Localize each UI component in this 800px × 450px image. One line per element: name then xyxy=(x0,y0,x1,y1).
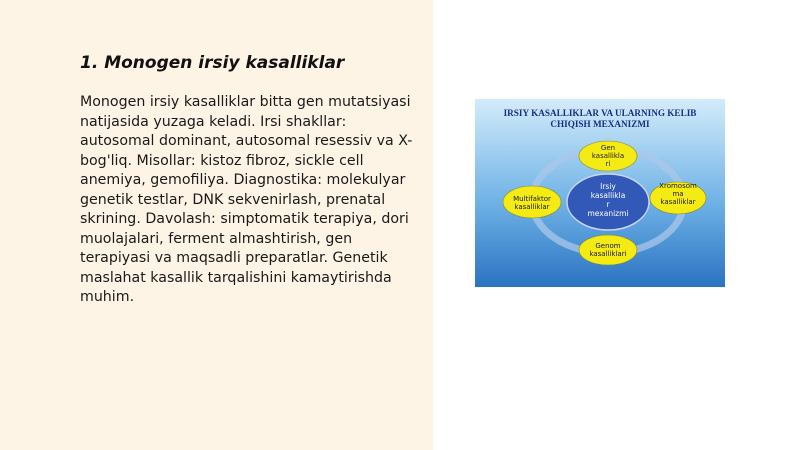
slide-body-text: Monogen irsiy kasalliklar bitta gen mutatsiyasi natijasida yuzaga keladi. Irsi shakllar: autosomal dominant, autosomal resessiv va X-bog'liq. Misollar: kistoz fibroz, sickle cell anemiya, gemofiliya. Diagnostika: molekulyar genetik testlar, DNK sekvenirlash, prenatal skrining. Davolash: simptomatik terapiya, dori muolajalari, ferment almashtirish, gen terapiyasi va maqsadli preparatlar. Genetik maslahat kasallik tarqalishini kamaytirishda muhim. xyxy=(80,94,413,305)
right-label-1: Xromosom xyxy=(659,182,697,190)
left-label-1: Multifaktor xyxy=(513,195,551,203)
diagram-title-line1: IRSIY KASALLIKLAR VA ULARNING KELIB xyxy=(503,108,697,118)
right-label-3: kasalliklar xyxy=(660,198,696,206)
left-label-2: kasalliklar xyxy=(514,203,550,211)
center-label-1: Irsiy xyxy=(600,182,616,191)
center-label-2: kasalliklа xyxy=(590,191,626,200)
center-label-3: r xyxy=(606,200,610,209)
bottom-label-2: kasalliklari xyxy=(589,250,627,258)
diagram-svg xyxy=(475,99,725,287)
diagram-image xyxy=(475,99,725,287)
top-label-3: ri xyxy=(605,160,611,168)
top-label-2: kasalliklа xyxy=(591,152,625,160)
bottom-label-1: Genom xyxy=(595,242,621,250)
slide-heading: 1. Monogen irsiy kasalliklar xyxy=(80,53,345,73)
top-label-1: Gen xyxy=(600,144,616,152)
diagram-title-line2: CHIQISH MEXANIZMI xyxy=(550,119,650,129)
center-label-4: mexanizmi xyxy=(587,209,629,218)
right-label-2: ma xyxy=(672,190,684,198)
